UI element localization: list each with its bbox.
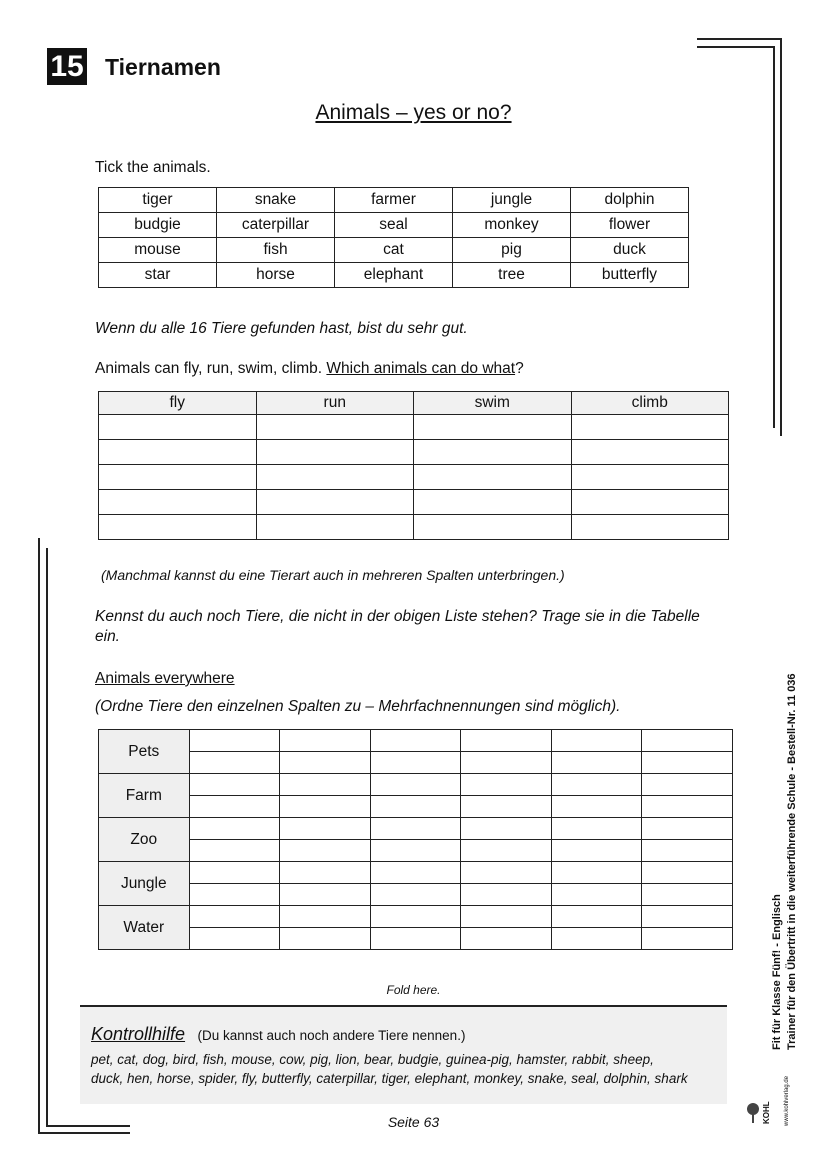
habitat-label: Pets	[99, 730, 190, 774]
habitat-row	[99, 774, 733, 796]
word-cell[interactable]: star	[99, 263, 217, 288]
habitat-answer-cell[interactable]	[370, 752, 461, 774]
habitat-answer-cell[interactable]	[189, 862, 280, 884]
habitat-answer-cell[interactable]	[280, 862, 371, 884]
habitat-answer-cell[interactable]	[370, 928, 461, 950]
ability-header: fly	[99, 392, 257, 415]
ability-header: climb	[571, 392, 729, 415]
corner-line-top-h2	[697, 46, 775, 48]
habitat-answer-cell[interactable]	[461, 818, 552, 840]
ability-answer-cell[interactable]	[99, 515, 257, 540]
word-cell[interactable]: budgie	[99, 213, 217, 238]
word-cell[interactable]: farmer	[335, 188, 453, 213]
habitat-answer-cell[interactable]	[461, 928, 552, 950]
publisher-url: www.kohlverlag.de	[784, 1075, 790, 1126]
word-row	[99, 188, 689, 213]
abilities-note: (Manchmal kannst du eine Tierart auch in mehreren Spalten unterbringen.)	[101, 567, 565, 583]
section-number: 15	[47, 48, 87, 85]
habitat-answer-cell[interactable]	[461, 862, 552, 884]
habitat-answer-cell[interactable]	[370, 818, 461, 840]
ability-answer-cell[interactable]	[571, 440, 729, 465]
answer-line-2: duck, hen, horse, spider, fly, butterfly, caterpillar, tiger, elephant, monkey, snake, seal, dolphin, shark	[91, 1071, 688, 1086]
ability-answer-cell[interactable]	[571, 465, 729, 490]
habitat-answer-cell[interactable]	[370, 862, 461, 884]
ability-row	[99, 490, 729, 515]
ability-row	[99, 440, 729, 465]
corner-line-top-v1	[780, 38, 782, 436]
page-number: Seite 63	[387, 1114, 440, 1130]
corner-line-bottom-v1	[38, 538, 40, 1134]
ability-header: run	[256, 392, 414, 415]
habitat-answer-cell[interactable]	[642, 906, 733, 928]
habitat-answer-cell[interactable]	[280, 928, 371, 950]
word-table	[98, 187, 689, 288]
word-cell[interactable]: butterfly	[571, 263, 689, 288]
word-cell[interactable]: duck	[571, 238, 689, 263]
habitat-row	[99, 752, 733, 774]
habitat-row	[99, 730, 733, 752]
ability-answer-cell[interactable]	[414, 515, 572, 540]
habitat-answer-cell[interactable]	[370, 884, 461, 906]
habitat-answer-cell[interactable]	[461, 752, 552, 774]
habitat-answer-cell[interactable]	[642, 884, 733, 906]
habitat-answer-cell[interactable]	[370, 774, 461, 796]
habitat-label: Zoo	[99, 818, 190, 862]
habitat-answer-cell[interactable]	[551, 730, 642, 752]
habitat-answer-cell[interactable]	[461, 730, 552, 752]
word-cell[interactable]: monkey	[453, 213, 571, 238]
ability-answer-cell[interactable]	[256, 440, 414, 465]
word-cell[interactable]: dolphin	[571, 188, 689, 213]
kontrollhilfe-header	[91, 1024, 727, 1045]
page-title: Tiernamen	[105, 54, 221, 80]
habitat-answer-cell[interactable]	[642, 752, 733, 774]
word-row	[99, 238, 689, 263]
ability-answer-cell[interactable]	[99, 440, 257, 465]
habitat-answer-cell[interactable]	[642, 840, 733, 862]
habitat-answer-cell[interactable]	[370, 730, 461, 752]
ability-answer-cell[interactable]	[256, 515, 414, 540]
habitat-answer-cell[interactable]	[551, 840, 642, 862]
ability-header: swim	[414, 392, 572, 415]
kontrollhilfe-list	[91, 1050, 727, 1088]
habitat-answer-cell[interactable]	[280, 730, 371, 752]
corner-line-top-h1	[697, 38, 782, 40]
ability-answer-cell[interactable]	[256, 415, 414, 440]
question-underlined: Which animals can do what	[326, 360, 516, 377]
word-cell[interactable]: seal	[335, 213, 453, 238]
word-cell[interactable]: elephant	[335, 263, 453, 288]
habitat-answer-cell[interactable]	[189, 796, 280, 818]
habitat-answer-cell[interactable]	[280, 774, 371, 796]
animals-everywhere-hint: (Ordne Tiere den einzelnen Spalten zu – Mehrfachnennungen sind möglich).	[95, 698, 621, 715]
habitat-answer-cell[interactable]	[461, 884, 552, 906]
ability-answer-cell[interactable]	[414, 440, 572, 465]
habitat-answer-cell[interactable]	[461, 796, 552, 818]
habitat-row	[99, 818, 733, 840]
habitat-row	[99, 884, 733, 906]
ability-answer-cell[interactable]	[256, 490, 414, 515]
publisher-name: KOHL	[762, 1101, 771, 1124]
word-row	[99, 263, 689, 288]
tick-instruction: Tick the animals.	[95, 159, 211, 176]
habitat-answer-cell[interactable]	[551, 928, 642, 950]
habitat-answer-cell[interactable]	[642, 774, 733, 796]
word-row	[99, 213, 689, 238]
kontrollhilfe-title: Kontrollhilfe	[91, 1024, 186, 1044]
habitat-label: Jungle	[99, 862, 190, 906]
ability-answer-cell[interactable]	[414, 415, 572, 440]
habitat-answer-cell[interactable]	[189, 752, 280, 774]
ability-answer-cell[interactable]	[571, 490, 729, 515]
abilities-question	[95, 360, 524, 378]
habitat-answer-cell[interactable]	[189, 730, 280, 752]
habitat-answer-cell[interactable]	[551, 862, 642, 884]
habitat-answer-cell[interactable]	[551, 884, 642, 906]
worksheet-subtitle: Animals – yes or no?	[315, 101, 512, 124]
corner-line-bottom-v2	[46, 548, 48, 1126]
habitat-answer-cell[interactable]	[370, 796, 461, 818]
habitat-answer-cell[interactable]	[280, 906, 371, 928]
score-note: Wenn du alle 16 Tiere gefunden hast, bist du sehr gut.	[95, 320, 468, 337]
word-cell[interactable]: tree	[453, 263, 571, 288]
habitat-answer-cell[interactable]	[280, 818, 371, 840]
question-start: Animals can fly, run, swim, climb.	[95, 360, 327, 377]
ability-row	[99, 415, 729, 440]
habitat-answer-cell[interactable]	[370, 840, 461, 862]
habitat-answer-cell[interactable]	[551, 906, 642, 928]
word-cell[interactable]: caterpillar	[217, 213, 335, 238]
kontrollhilfe-box	[80, 1005, 727, 1104]
habitat-answer-cell[interactable]	[642, 796, 733, 818]
habitat-label: Water	[99, 906, 190, 950]
ability-answer-cell[interactable]	[414, 490, 572, 515]
habitat-answer-cell[interactable]	[280, 796, 371, 818]
ability-answer-cell[interactable]	[571, 515, 729, 540]
sidebar-series-title: Fit für Klasse Fünf! - Englisch	[771, 894, 783, 1050]
ability-answer-cell[interactable]	[99, 415, 257, 440]
word-cell[interactable]: fish	[217, 238, 335, 263]
ability-row	[99, 465, 729, 490]
word-cell[interactable]: snake	[217, 188, 335, 213]
habitat-row	[99, 840, 733, 862]
habitat-answer-cell[interactable]	[189, 818, 280, 840]
word-cell[interactable]: horse	[217, 263, 335, 288]
habitat-answer-cell[interactable]	[551, 752, 642, 774]
ability-answer-cell[interactable]	[414, 465, 572, 490]
habitat-label: Farm	[99, 774, 190, 818]
habitat-answer-cell[interactable]	[642, 928, 733, 950]
habitat-table	[98, 729, 733, 950]
habitat-answer-cell[interactable]	[189, 884, 280, 906]
word-cell[interactable]: tiger	[99, 188, 217, 213]
habitat-answer-cell[interactable]	[551, 796, 642, 818]
habitat-answer-cell[interactable]	[642, 730, 733, 752]
answer-line-1: pet, cat, dog, bird, fish, mouse, cow, pig, lion, bear, budgie, guinea-pig, hamster, rabbit, sheep,	[91, 1052, 654, 1067]
word-cell[interactable]: pig	[453, 238, 571, 263]
habitat-row	[99, 862, 733, 884]
habitat-answer-cell[interactable]	[461, 840, 552, 862]
habitat-answer-cell[interactable]	[461, 906, 552, 928]
corner-line-bottom-h1	[38, 1132, 130, 1134]
habitat-answer-cell[interactable]	[551, 818, 642, 840]
fold-label: Fold here.	[386, 983, 441, 997]
habitat-row	[99, 796, 733, 818]
ability-answer-cell[interactable]	[571, 415, 729, 440]
word-cell[interactable]: mouse	[99, 238, 217, 263]
habitat-answer-cell[interactable]	[189, 774, 280, 796]
word-cell[interactable]: cat	[335, 238, 453, 263]
ability-answer-cell[interactable]	[256, 465, 414, 490]
kontrollhilfe-note: (Du kannst auch noch andere Tiere nennen.)	[197, 1028, 466, 1043]
ability-row	[99, 515, 729, 540]
habitat-answer-cell[interactable]	[461, 774, 552, 796]
habitat-answer-cell[interactable]	[189, 906, 280, 928]
habitat-answer-cell[interactable]	[642, 818, 733, 840]
habitat-answer-cell[interactable]	[280, 752, 371, 774]
habitat-answer-cell[interactable]	[189, 928, 280, 950]
habitat-answer-cell[interactable]	[189, 840, 280, 862]
habitat-answer-cell[interactable]	[551, 774, 642, 796]
habitat-row	[99, 928, 733, 950]
ability-answer-cell[interactable]	[99, 490, 257, 515]
habitat-answer-cell[interactable]	[280, 840, 371, 862]
abilities-table	[98, 391, 729, 540]
habitat-answer-cell[interactable]	[642, 862, 733, 884]
word-cell[interactable]: jungle	[453, 188, 571, 213]
other-animals-question: Kennst du auch noch Tiere, die nicht in der obigen Liste stehen? Trage sie in die Tabelle ein.	[95, 608, 700, 645]
animals-everywhere-heading: Animals everywhere	[95, 670, 235, 687]
habitat-answer-cell[interactable]	[370, 906, 461, 928]
habitat-answer-cell[interactable]	[280, 884, 371, 906]
habitat-row	[99, 906, 733, 928]
word-cell[interactable]: flower	[571, 213, 689, 238]
sidebar-order-info: Trainer für den Übertritt in die weiterführende Schule - Bestell-Nr. 11 036	[786, 673, 798, 1050]
question-end: ?	[515, 360, 524, 377]
ability-answer-cell[interactable]	[99, 465, 257, 490]
